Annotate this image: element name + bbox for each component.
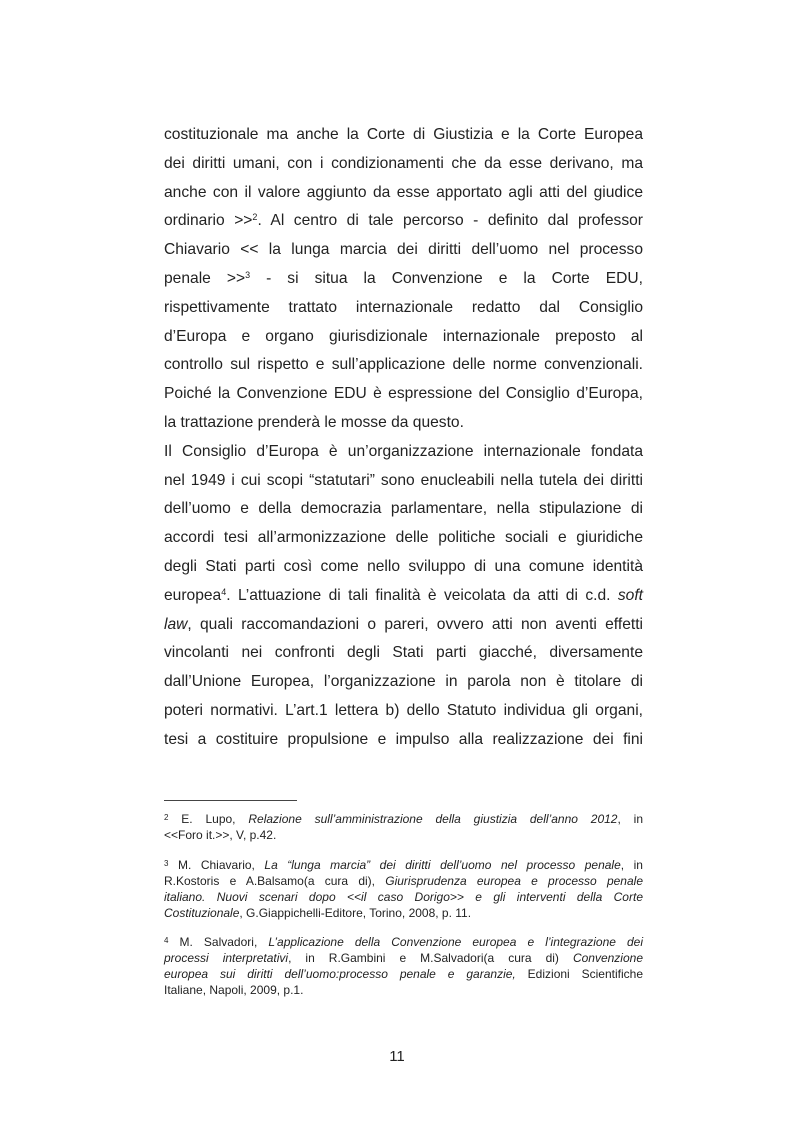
footnote-2 — [164, 811, 643, 843]
body-line: poteri normativi. L’art.1 lettera b) dello Statuto individua gli organi, — [164, 701, 643, 719]
footnote-marker: 2 — [164, 813, 169, 822]
footnote-line: europea sui diritti dell’uomo:processo penale e garanzie, Edizioni Scientifiche — [164, 967, 643, 981]
footnote-line: $^3$ M. Chiavario, La “lunga marcia” dei diritti dell’uomo nel processo penale, in — [164, 858, 643, 872]
body-line: degli Stati parti così come nello sviluppo di una comune identità — [164, 557, 643, 575]
footnote-ref-4[interactable]: 4 — [221, 586, 227, 597]
footnote-separator — [164, 800, 297, 801]
body-line: controllo sul rispetto e sull’applicazione delle norme convenzionali. — [164, 356, 643, 374]
footnote-line: Italiane, Napoli, 2009, p.1. — [164, 983, 304, 997]
body-line: rispettivamente trattato internazionale redatto dal Consiglio — [164, 298, 643, 316]
page-number: 11 — [389, 1048, 405, 1065]
body-line: Poiché la Convenzione EDU è espressione del Consiglio d’Europa, — [164, 385, 643, 403]
footnote-line: Costituzionale, G.Giappichelli-Editore, Torino, 2008, p. 11. — [164, 906, 472, 920]
body-line: penale >>$^3$ - si situa la Convenzione e la Corte EDU, — [164, 269, 643, 287]
body-line: Il Consiglio d’Europa è un’organizzazione internazionale fondata — [164, 442, 643, 460]
footnote-line: $^2$ E. Lupo, Relazione sull’amministrazione della giustizia dell’anno 2012, in — [164, 812, 643, 826]
footnote-marker: 4 — [164, 936, 169, 945]
footnote-line: italiano. Nuovi scenari dopo <<il caso Dorigo>> e gli interventi della Corte — [164, 890, 643, 904]
body-line: Chiavario << la lunga marcia dei diritti dell’uomo nel processo — [164, 241, 643, 259]
footnote-line: <<Foro it.>>, V, p.42. — [164, 828, 277, 842]
body-line: tesi a costituire propulsione e impulso alla realizzazione dei fini — [164, 730, 643, 748]
body-line: la trattazione prenderà le mosse da questo. — [164, 413, 464, 431]
footnote-3 — [164, 857, 643, 921]
body-line: dall’Unione Europea, l’organizzazione in parola non è titolare di — [164, 673, 643, 691]
body-line: ordinario >>$^2$. Al centro di tale percorso - definito dal professor — [164, 212, 644, 230]
body-line: dei diritti umani, con i condizionamenti che da esse derivano, ma — [164, 154, 643, 172]
body-line: vincolanti nei confronti degli Stati parti giacché, diversamente — [164, 644, 643, 662]
body-line: law, quali raccomandazioni o pareri, ovvero atti non aventi effetti — [164, 615, 643, 633]
footnote-ref-2[interactable]: 2 — [252, 212, 258, 223]
body-line: d’Europa e organo giurisdizionale internazionale preposto al — [164, 327, 643, 345]
footnote-marker: 3 — [164, 859, 169, 868]
footnote-line: $^4$ M. Salvadori, L’applicazione della Convenzione europea e l’integrazione dei — [164, 935, 643, 949]
footnote-line: processi interpretativi, in R.Gambini e M.Salvadori(a cura di) Convenzione — [164, 951, 643, 965]
body-line: dell’uomo e della democrazia parlamentare, nella stipulazione di — [164, 500, 643, 518]
body-line: europea$^4$. L’attuazione di tali finalità è veicolata da atti di c.d. soft — [164, 586, 643, 604]
footnote-ref-3[interactable]: 3 — [245, 269, 251, 280]
footnote-4 — [164, 934, 643, 998]
body-line: anche con il valore aggiunto da esse apportato agli atti del giudice — [164, 183, 643, 201]
body-text — [164, 121, 643, 755]
body-line: nel 1949 i cui scopi “statutari” sono enucleabili nella tutela dei diritti — [164, 471, 643, 489]
footnote-line: R.Kostoris e A.Balsamo(a cura di), Giurisprudenza europea e processo penale — [164, 874, 643, 888]
body-line: accordi tesi all’armonizzazione delle politiche sociali e giuridiche — [164, 529, 643, 547]
body-line: costituzionale ma anche la Corte di Giustizia e la Corte Europea — [164, 126, 643, 143]
